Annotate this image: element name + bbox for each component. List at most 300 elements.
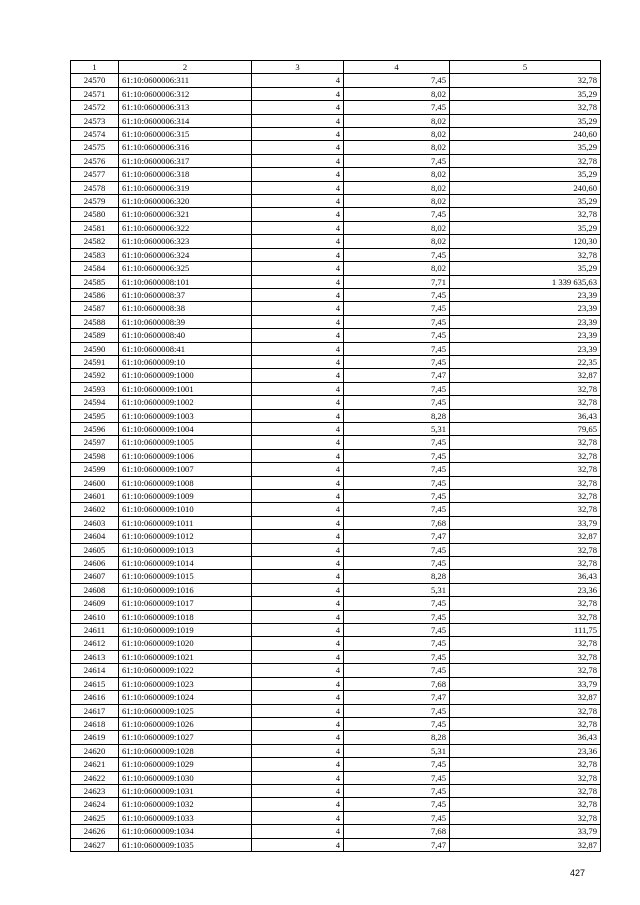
rate-cell: 7,45 xyxy=(344,717,450,730)
group-cell: 4 xyxy=(252,691,344,704)
table-body xyxy=(71,74,601,852)
cadastral-number-cell: 61:10:0600009:1035 xyxy=(119,838,252,851)
row-index-cell: 24580 xyxy=(71,208,119,221)
cadastral-number-cell: 61:10:0600009:1033 xyxy=(119,811,252,824)
row-index-cell: 24584 xyxy=(71,262,119,275)
table-row xyxy=(71,650,601,663)
value-cell: 79,65 xyxy=(450,422,601,435)
value-cell: 32,78 xyxy=(450,543,601,556)
cadastral-number-cell: 61:10:0600009:1027 xyxy=(119,731,252,744)
cadastral-number-cell: 61:10:0600009:1031 xyxy=(119,784,252,797)
table-row xyxy=(71,87,601,100)
rate-cell: 7,45 xyxy=(344,557,450,570)
cadastral-number-cell: 61:10:0600006:325 xyxy=(119,262,252,275)
row-index-cell: 24615 xyxy=(71,677,119,690)
table-row xyxy=(71,677,601,690)
rate-cell: 8,02 xyxy=(344,181,450,194)
rate-cell: 8,28 xyxy=(344,409,450,422)
table-row xyxy=(71,154,601,167)
row-index-cell: 24599 xyxy=(71,463,119,476)
row-index-cell: 24571 xyxy=(71,87,119,100)
cadastral-number-cell: 61:10:0600009:1013 xyxy=(119,543,252,556)
table-row xyxy=(71,731,601,744)
table-row xyxy=(71,195,601,208)
row-index-cell: 24583 xyxy=(71,248,119,261)
group-cell: 4 xyxy=(252,248,344,261)
cadastral-number-cell: 61:10:0600009:1017 xyxy=(119,597,252,610)
cadastral-number-cell: 61:10:0600009:1003 xyxy=(119,409,252,422)
cadastral-number-cell: 61:10:0600009:1007 xyxy=(119,463,252,476)
rate-cell: 7,45 xyxy=(344,704,450,717)
cadastral-number-cell: 61:10:0600009:1034 xyxy=(119,825,252,838)
group-cell: 4 xyxy=(252,235,344,248)
row-index-cell: 24581 xyxy=(71,221,119,234)
rate-cell: 8,28 xyxy=(344,731,450,744)
row-index-cell: 24621 xyxy=(71,758,119,771)
table-row xyxy=(71,463,601,476)
table-row xyxy=(71,637,601,650)
row-index-cell: 24578 xyxy=(71,181,119,194)
cadastral-number-cell: 61:10:0600006:315 xyxy=(119,128,252,141)
table-row xyxy=(71,476,601,489)
group-cell: 4 xyxy=(252,382,344,395)
cadastral-number-cell: 61:10:0600006:324 xyxy=(119,248,252,261)
row-index-cell: 24627 xyxy=(71,838,119,851)
cadastral-number-cell: 61:10:0600009:1029 xyxy=(119,758,252,771)
rate-cell: 7,45 xyxy=(344,650,450,663)
cadastral-number-cell: 61:10:0600006:316 xyxy=(119,141,252,154)
value-cell: 33,79 xyxy=(450,677,601,690)
group-cell: 4 xyxy=(252,476,344,489)
value-cell: 23,39 xyxy=(450,329,601,342)
table-header xyxy=(71,61,601,74)
group-cell: 4 xyxy=(252,87,344,100)
value-cell: 32,78 xyxy=(450,717,601,730)
group-cell: 4 xyxy=(252,557,344,570)
value-cell: 32,78 xyxy=(450,811,601,824)
value-cell: 32,78 xyxy=(450,637,601,650)
value-cell: 23,36 xyxy=(450,744,601,757)
group-cell: 4 xyxy=(252,543,344,556)
table-row xyxy=(71,74,601,87)
value-cell: 35,29 xyxy=(450,87,601,100)
rate-cell: 7,47 xyxy=(344,530,450,543)
table-row xyxy=(71,798,601,811)
row-index-cell: 24617 xyxy=(71,704,119,717)
group-cell: 4 xyxy=(252,262,344,275)
rate-cell: 5,31 xyxy=(344,422,450,435)
group-cell: 4 xyxy=(252,583,344,596)
rate-cell: 7,45 xyxy=(344,288,450,301)
group-cell: 4 xyxy=(252,355,344,368)
value-cell: 32,78 xyxy=(450,208,601,221)
row-index-cell: 24623 xyxy=(71,784,119,797)
rate-cell: 7,45 xyxy=(344,355,450,368)
value-cell: 32,78 xyxy=(450,784,601,797)
group-cell: 4 xyxy=(252,275,344,288)
table-row xyxy=(71,543,601,556)
rate-cell: 7,45 xyxy=(344,74,450,87)
row-index-cell: 24614 xyxy=(71,664,119,677)
value-cell: 32,78 xyxy=(450,490,601,503)
value-cell: 32,78 xyxy=(450,771,601,784)
rate-cell: 7,45 xyxy=(344,463,450,476)
group-cell: 4 xyxy=(252,74,344,87)
table-row xyxy=(71,221,601,234)
row-index-cell: 24595 xyxy=(71,409,119,422)
cadastral-number-cell: 61:10:0600009:1022 xyxy=(119,664,252,677)
table-row xyxy=(71,744,601,757)
data-table xyxy=(70,60,601,852)
table-row xyxy=(71,128,601,141)
value-cell: 240,60 xyxy=(450,128,601,141)
row-index-cell: 24618 xyxy=(71,717,119,730)
value-cell: 32,78 xyxy=(450,248,601,261)
cadastral-number-cell: 61:10:0600009:1009 xyxy=(119,490,252,503)
value-cell: 32,78 xyxy=(450,449,601,462)
row-index-cell: 24579 xyxy=(71,195,119,208)
group-cell: 4 xyxy=(252,154,344,167)
table-row xyxy=(71,396,601,409)
value-cell: 23,36 xyxy=(450,583,601,596)
group-cell: 4 xyxy=(252,744,344,757)
group-cell: 4 xyxy=(252,141,344,154)
rate-cell: 8,02 xyxy=(344,262,450,275)
rate-cell: 7,45 xyxy=(344,798,450,811)
table-row xyxy=(71,355,601,368)
value-cell: 32,78 xyxy=(450,758,601,771)
row-index-cell: 24576 xyxy=(71,154,119,167)
group-cell: 4 xyxy=(252,128,344,141)
group-cell: 4 xyxy=(252,610,344,623)
group-cell: 4 xyxy=(252,449,344,462)
group-cell: 4 xyxy=(252,704,344,717)
column-header-4: 4 xyxy=(344,61,450,74)
column-header-1: 1 xyxy=(71,61,119,74)
value-cell: 35,29 xyxy=(450,262,601,275)
column-header-2: 2 xyxy=(119,61,252,74)
cadastral-number-cell: 61:10:0600009:1020 xyxy=(119,637,252,650)
rate-cell: 8,02 xyxy=(344,221,450,234)
table-row xyxy=(71,302,601,315)
rate-cell: 7,45 xyxy=(344,382,450,395)
group-cell: 4 xyxy=(252,798,344,811)
rate-cell: 8,02 xyxy=(344,87,450,100)
row-index-cell: 24598 xyxy=(71,449,119,462)
cadastral-number-cell: 61:10:0600006:317 xyxy=(119,154,252,167)
row-index-cell: 24624 xyxy=(71,798,119,811)
group-cell: 4 xyxy=(252,342,344,355)
page-number: 427 xyxy=(569,868,585,878)
row-index-cell: 24611 xyxy=(71,624,119,637)
rate-cell: 8,02 xyxy=(344,128,450,141)
value-cell: 120,30 xyxy=(450,235,601,248)
cadastral-number-cell: 61:10:0600006:311 xyxy=(119,74,252,87)
cadastral-number-cell: 61:10:0600009:1023 xyxy=(119,677,252,690)
group-cell: 4 xyxy=(252,315,344,328)
row-index-cell: 24586 xyxy=(71,288,119,301)
group-cell: 4 xyxy=(252,731,344,744)
row-index-cell: 24596 xyxy=(71,422,119,435)
table-row xyxy=(71,717,601,730)
rate-cell: 8,28 xyxy=(344,570,450,583)
cadastral-number-cell: 61:10:0600009:1032 xyxy=(119,798,252,811)
rate-cell: 7,68 xyxy=(344,677,450,690)
cadastral-number-cell: 61:10:0600006:320 xyxy=(119,195,252,208)
table-row xyxy=(71,382,601,395)
group-cell: 4 xyxy=(252,168,344,181)
cadastral-number-cell: 61:10:0600006:318 xyxy=(119,168,252,181)
row-index-cell: 24591 xyxy=(71,355,119,368)
group-cell: 4 xyxy=(252,114,344,127)
table-row xyxy=(71,288,601,301)
table-row xyxy=(71,168,601,181)
group-cell: 4 xyxy=(252,503,344,516)
group-cell: 4 xyxy=(252,221,344,234)
group-cell: 4 xyxy=(252,422,344,435)
table-row xyxy=(71,449,601,462)
rate-cell: 7,47 xyxy=(344,369,450,382)
cadastral-number-cell: 61:10:0600009:1026 xyxy=(119,717,252,730)
data-table-container xyxy=(70,60,600,852)
value-cell: 36,43 xyxy=(450,731,601,744)
rate-cell: 7,45 xyxy=(344,597,450,610)
cadastral-number-cell: 61:10:0600008:37 xyxy=(119,288,252,301)
group-cell: 4 xyxy=(252,597,344,610)
value-cell: 32,87 xyxy=(450,691,601,704)
rate-cell: 7,45 xyxy=(344,771,450,784)
cadastral-number-cell: 61:10:0600009:1014 xyxy=(119,557,252,570)
cadastral-number-cell: 61:10:0600009:1001 xyxy=(119,382,252,395)
rate-cell: 7,68 xyxy=(344,516,450,529)
group-cell: 4 xyxy=(252,516,344,529)
table-row xyxy=(71,422,601,435)
rate-cell: 7,45 xyxy=(344,396,450,409)
group-cell: 4 xyxy=(252,396,344,409)
cadastral-number-cell: 61:10:0600006:321 xyxy=(119,208,252,221)
value-cell: 32,87 xyxy=(450,530,601,543)
value-cell: 32,78 xyxy=(450,476,601,489)
cadastral-number-cell: 61:10:0600009:1006 xyxy=(119,449,252,462)
cadastral-number-cell: 61:10:0600006:323 xyxy=(119,235,252,248)
row-index-cell: 24625 xyxy=(71,811,119,824)
value-cell: 32,78 xyxy=(450,396,601,409)
row-index-cell: 24604 xyxy=(71,530,119,543)
row-index-cell: 24593 xyxy=(71,382,119,395)
value-cell: 32,78 xyxy=(450,74,601,87)
cadastral-number-cell: 61:10:0600009:1012 xyxy=(119,530,252,543)
cadastral-number-cell: 61:10:0600008:101 xyxy=(119,275,252,288)
cadastral-number-cell: 61:10:0600008:40 xyxy=(119,329,252,342)
row-index-cell: 24574 xyxy=(71,128,119,141)
rate-cell: 7,45 xyxy=(344,329,450,342)
column-header-3: 3 xyxy=(252,61,344,74)
table-row xyxy=(71,811,601,824)
row-index-cell: 24609 xyxy=(71,597,119,610)
group-cell: 4 xyxy=(252,195,344,208)
group-cell: 4 xyxy=(252,637,344,650)
rate-cell: 7,45 xyxy=(344,248,450,261)
rate-cell: 7,45 xyxy=(344,208,450,221)
row-index-cell: 24605 xyxy=(71,543,119,556)
table-row xyxy=(71,101,601,114)
cadastral-number-cell: 61:10:0600008:38 xyxy=(119,302,252,315)
table-row xyxy=(71,315,601,328)
value-cell: 240,60 xyxy=(450,181,601,194)
rate-cell: 8,02 xyxy=(344,114,450,127)
row-index-cell: 24616 xyxy=(71,691,119,704)
table-row xyxy=(71,369,601,382)
rate-cell: 7,45 xyxy=(344,758,450,771)
row-index-cell: 24612 xyxy=(71,637,119,650)
group-cell: 4 xyxy=(252,288,344,301)
rate-cell: 7,47 xyxy=(344,838,450,851)
value-cell: 32,78 xyxy=(450,597,601,610)
value-cell: 32,78 xyxy=(450,798,601,811)
value-cell: 35,29 xyxy=(450,114,601,127)
rate-cell: 7,45 xyxy=(344,624,450,637)
rate-cell: 7,45 xyxy=(344,302,450,315)
table-row xyxy=(71,329,601,342)
rate-cell: 7,47 xyxy=(344,691,450,704)
row-index-cell: 24575 xyxy=(71,141,119,154)
group-cell: 4 xyxy=(252,329,344,342)
rate-cell: 7,45 xyxy=(344,476,450,489)
row-index-cell: 24592 xyxy=(71,369,119,382)
value-cell: 23,39 xyxy=(450,288,601,301)
row-index-cell: 24610 xyxy=(71,610,119,623)
cadastral-number-cell: 61:10:0600006:312 xyxy=(119,87,252,100)
row-index-cell: 24622 xyxy=(71,771,119,784)
group-cell: 4 xyxy=(252,664,344,677)
cadastral-number-cell: 61:10:0600009:1015 xyxy=(119,570,252,583)
table-row xyxy=(71,235,601,248)
row-index-cell: 24573 xyxy=(71,114,119,127)
row-index-cell: 24602 xyxy=(71,503,119,516)
value-cell: 23,39 xyxy=(450,342,601,355)
cadastral-number-cell: 61:10:0600006:319 xyxy=(119,181,252,194)
group-cell: 4 xyxy=(252,181,344,194)
value-cell: 111,75 xyxy=(450,624,601,637)
cadastral-number-cell: 61:10:0600008:39 xyxy=(119,315,252,328)
cadastral-number-cell: 61:10:0600009:1005 xyxy=(119,436,252,449)
value-cell: 32,87 xyxy=(450,838,601,851)
table-row xyxy=(71,758,601,771)
rate-cell: 7,45 xyxy=(344,543,450,556)
table-row xyxy=(71,503,601,516)
rate-cell: 7,45 xyxy=(344,101,450,114)
header-row xyxy=(71,61,601,74)
group-cell: 4 xyxy=(252,624,344,637)
value-cell: 33,79 xyxy=(450,825,601,838)
row-index-cell: 24608 xyxy=(71,583,119,596)
table-row xyxy=(71,704,601,717)
group-cell: 4 xyxy=(252,409,344,422)
group-cell: 4 xyxy=(252,302,344,315)
row-index-cell: 24572 xyxy=(71,101,119,114)
row-index-cell: 24594 xyxy=(71,396,119,409)
rate-cell: 7,45 xyxy=(344,811,450,824)
value-cell: 36,43 xyxy=(450,570,601,583)
cadastral-number-cell: 61:10:0600009:1016 xyxy=(119,583,252,596)
rate-cell: 7,45 xyxy=(344,436,450,449)
row-index-cell: 24590 xyxy=(71,342,119,355)
group-cell: 4 xyxy=(252,771,344,784)
group-cell: 4 xyxy=(252,825,344,838)
row-index-cell: 24597 xyxy=(71,436,119,449)
row-index-cell: 24603 xyxy=(71,516,119,529)
table-row xyxy=(71,771,601,784)
cadastral-number-cell: 61:10:0600009:1024 xyxy=(119,691,252,704)
row-index-cell: 24585 xyxy=(71,275,119,288)
row-index-cell: 24620 xyxy=(71,744,119,757)
row-index-cell: 24577 xyxy=(71,168,119,181)
value-cell: 32,78 xyxy=(450,610,601,623)
cadastral-number-cell: 61:10:0600006:322 xyxy=(119,221,252,234)
value-cell: 23,39 xyxy=(450,315,601,328)
value-cell: 32,78 xyxy=(450,503,601,516)
value-cell: 32,78 xyxy=(450,704,601,717)
table-row xyxy=(71,208,601,221)
table-row xyxy=(71,516,601,529)
cadastral-number-cell: 61:10:0600009:1028 xyxy=(119,744,252,757)
table-row xyxy=(71,490,601,503)
rate-cell: 7,71 xyxy=(344,275,450,288)
cadastral-number-cell: 61:10:0600009:1018 xyxy=(119,610,252,623)
row-index-cell: 24601 xyxy=(71,490,119,503)
table-row xyxy=(71,610,601,623)
group-cell: 4 xyxy=(252,463,344,476)
group-cell: 4 xyxy=(252,758,344,771)
value-cell: 1 339 635,63 xyxy=(450,275,601,288)
value-cell: 35,29 xyxy=(450,195,601,208)
table-row xyxy=(71,583,601,596)
row-index-cell: 24619 xyxy=(71,731,119,744)
cadastral-number-cell: 61:10:0600009:1030 xyxy=(119,771,252,784)
rate-cell: 7,45 xyxy=(344,490,450,503)
value-cell: 35,29 xyxy=(450,221,601,234)
cadastral-number-cell: 61:10:0600006:314 xyxy=(119,114,252,127)
table-row xyxy=(71,664,601,677)
row-index-cell: 24600 xyxy=(71,476,119,489)
table-row xyxy=(71,141,601,154)
row-index-cell: 24606 xyxy=(71,557,119,570)
cadastral-number-cell: 61:10:0600009:1008 xyxy=(119,476,252,489)
table-row xyxy=(71,436,601,449)
rate-cell: 7,45 xyxy=(344,664,450,677)
rate-cell: 7,45 xyxy=(344,784,450,797)
group-cell: 4 xyxy=(252,101,344,114)
row-index-cell: 24589 xyxy=(71,329,119,342)
group-cell: 4 xyxy=(252,784,344,797)
cadastral-number-cell: 61:10:0600009:1021 xyxy=(119,650,252,663)
row-index-cell: 24626 xyxy=(71,825,119,838)
value-cell: 23,39 xyxy=(450,302,601,315)
group-cell: 4 xyxy=(252,530,344,543)
table-row xyxy=(71,262,601,275)
rate-cell: 5,31 xyxy=(344,744,450,757)
rate-cell: 8,02 xyxy=(344,195,450,208)
value-cell: 32,78 xyxy=(450,650,601,663)
cadastral-number-cell: 61:10:0600009:1011 xyxy=(119,516,252,529)
row-index-cell: 24582 xyxy=(71,235,119,248)
group-cell: 4 xyxy=(252,677,344,690)
cadastral-number-cell: 61:10:0600008:41 xyxy=(119,342,252,355)
value-cell: 32,78 xyxy=(450,463,601,476)
cadastral-number-cell: 61:10:0600009:1010 xyxy=(119,503,252,516)
rate-cell: 7,45 xyxy=(344,154,450,167)
cadastral-number-cell: 61:10:0600009:1000 xyxy=(119,369,252,382)
